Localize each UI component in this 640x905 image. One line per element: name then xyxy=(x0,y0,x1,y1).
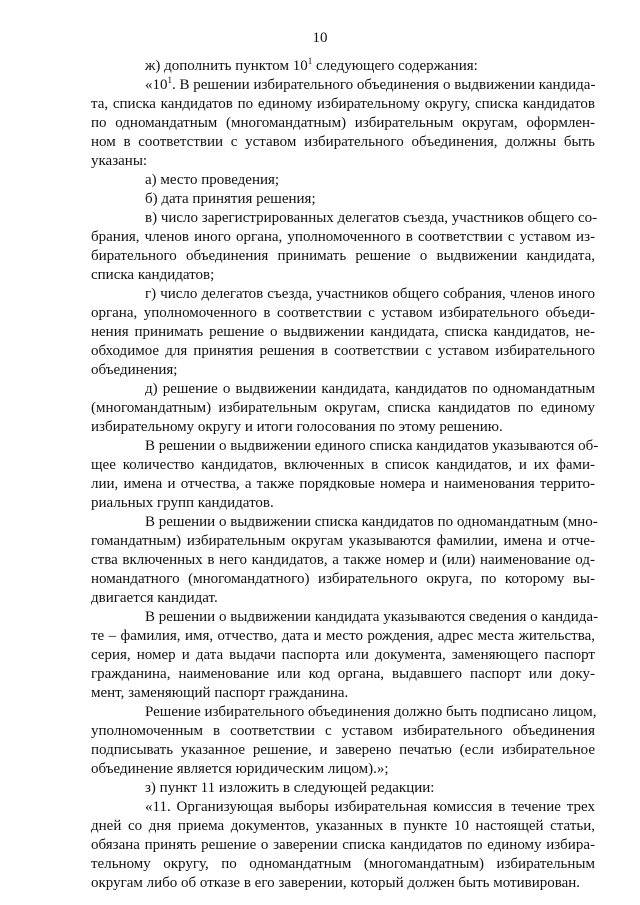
text-line xyxy=(91,76,595,95)
text-segment: списка кандидатов; xyxy=(91,267,215,283)
text-line xyxy=(91,228,595,247)
text-segment: в) число зарегистрированных делегатов съезда, участников общего со- xyxy=(145,210,598,226)
text-line xyxy=(91,703,595,722)
text-segment: лии, имена и отчества, а также порядковые номера и наименования террито- xyxy=(91,476,595,492)
text-segment: Решение избирательного объединения должно быть подписано лицом, xyxy=(145,704,597,720)
text-segment: «10 xyxy=(145,77,168,93)
text-line xyxy=(91,589,595,608)
text-segment: подписывать указанное решение, и заверено печатью (если избирательное xyxy=(91,742,595,758)
text-segment: д) решение о выдвижении кандидата, кандидатов по одномандатным xyxy=(145,381,595,397)
text-segment: избирательному округу и итоги голосования по этому решению. xyxy=(91,419,503,435)
text-segment: дней со дня приема документов, указанных в пункте 10 настоящей статьи, xyxy=(91,818,595,834)
text-line xyxy=(91,247,595,266)
text-segment: ства включенных в него кандидатов, а также номер и (или) наименование од- xyxy=(91,552,595,568)
text-line xyxy=(91,475,595,494)
text-line xyxy=(91,152,595,171)
text-line xyxy=(91,133,595,152)
text-line xyxy=(91,57,595,76)
text-segment: бирательного объединения принимать решение о выдвижении кандидата, xyxy=(91,248,595,264)
text-segment: по одномандатным (многомандатным) избирательным округам, оформлен- xyxy=(91,115,595,131)
text-segment: ном в соответствии с уставом избирательного объединения, должны быть xyxy=(91,134,595,150)
text-segment: серия, номер и дата выдачи паспорта или документа, заменяющего паспорт xyxy=(91,647,595,663)
text-line xyxy=(91,665,595,684)
text-line xyxy=(91,285,595,304)
text-line xyxy=(91,532,595,551)
text-segment: щее количество кандидатов, включенных в список кандидатов, и их фами- xyxy=(91,457,595,473)
text-segment: органа, уполномоченного в соответствии с уставом избирательного объеди- xyxy=(91,305,595,321)
superscript: 1 xyxy=(307,56,313,66)
document-body xyxy=(91,56,599,893)
page-number: 10 xyxy=(312,30,328,46)
text-segment: округам либо об отказе в его заверении, который должен быть мотивирован. xyxy=(91,875,581,891)
text-segment: (многомандатным) избирательным округам, списка кандидатов по единому xyxy=(91,400,595,416)
text-line xyxy=(91,437,599,456)
text-line xyxy=(91,760,595,779)
text-segment: объединения; xyxy=(91,362,178,378)
text-segment: уполномоченным в соответствии с уставом избирательного объединения xyxy=(91,723,595,739)
text-segment: В решении о выдвижении кандидата указываются сведения о кандида- xyxy=(145,609,599,625)
text-line xyxy=(91,551,595,570)
text-segment: . В решении избирательного объединения о выдвижении кандида- xyxy=(172,77,596,93)
text-line xyxy=(91,171,595,190)
text-line xyxy=(91,209,598,228)
text-line xyxy=(91,399,595,418)
text-segment: двигается кандидат. xyxy=(91,590,218,606)
text-line xyxy=(91,741,595,760)
text-line xyxy=(91,874,595,893)
text-line xyxy=(91,684,595,703)
text-segment: б) дата принятия решения; xyxy=(145,191,316,207)
text-line xyxy=(91,608,599,627)
text-line xyxy=(91,513,598,532)
text-segment: риальных групп кандидатов. xyxy=(91,495,274,511)
text-line xyxy=(91,817,595,836)
text-segment: а) место проведения; xyxy=(145,172,280,188)
text-line xyxy=(91,361,595,380)
text-segment: тельному округу, по одномандатным (многомандатным) избирательным xyxy=(91,856,595,872)
text-segment: те – фамилия, имя, отчество, дата и место рождения, адрес места жительства, xyxy=(91,628,595,644)
text-segment: г) число делегатов съезда, участников общего собрания, членов иного xyxy=(145,286,595,302)
text-line xyxy=(91,627,595,646)
text-segment: мент, заменяющий паспорт гражданина. xyxy=(91,685,349,701)
text-segment: обязана принять решение о заверении списка кандидатов по единому избира- xyxy=(91,837,595,853)
text-line xyxy=(91,722,595,741)
text-segment: гражданина, наименование или код органа, выдавшего паспорт или доку- xyxy=(91,666,595,682)
text-segment: указаны: xyxy=(91,153,148,169)
text-segment: «11. Организующая выборы избирательная комиссия в течение трех xyxy=(145,799,595,815)
superscript: 1 xyxy=(167,75,172,85)
text-segment: следующего содержания: xyxy=(312,58,478,74)
text-line xyxy=(91,798,595,817)
text-segment: объединение является юридическим лицом).»; xyxy=(91,761,389,777)
text-line xyxy=(91,190,595,209)
text-line xyxy=(91,494,595,513)
text-segment: з) пункт 11 изложить в следующей редакции: xyxy=(145,780,435,796)
text-line xyxy=(91,836,595,855)
text-segment: брания, членов иного органа, уполномоченного в соответствии с уставом из- xyxy=(91,229,595,245)
text-line xyxy=(91,114,595,133)
text-line xyxy=(91,342,595,361)
text-segment: номандатного (многомандатного) избирательного округа, по которому вы- xyxy=(91,571,595,587)
text-segment: ж) дополнить пунктом 10 xyxy=(145,58,308,74)
text-line xyxy=(91,418,595,437)
text-line xyxy=(91,646,595,665)
text-line xyxy=(91,570,595,589)
text-segment: обходимое для принятия решения в соответствии с уставом избирательного xyxy=(91,343,595,359)
text-line xyxy=(91,95,595,114)
text-segment: В решении о выдвижении единого списка кандидатов указываются об- xyxy=(145,438,599,454)
text-line xyxy=(91,779,595,798)
text-line xyxy=(91,323,595,342)
text-line xyxy=(91,266,595,285)
text-line xyxy=(91,456,595,475)
text-segment: нения принимать решение о выдвижении кандидата, списка кандидатов, не- xyxy=(91,324,595,340)
text-line xyxy=(91,855,595,874)
text-segment: та, списка кандидатов по единому избирательному округу, списка кандидатов xyxy=(91,96,595,112)
text-segment: гомандатным) избирательным округам указываются фамилии, имена и отче- xyxy=(91,533,595,549)
text-segment: В решении о выдвижении списка кандидатов по одномандатным (мно- xyxy=(145,514,598,530)
text-line xyxy=(91,304,595,323)
text-line xyxy=(91,380,595,399)
